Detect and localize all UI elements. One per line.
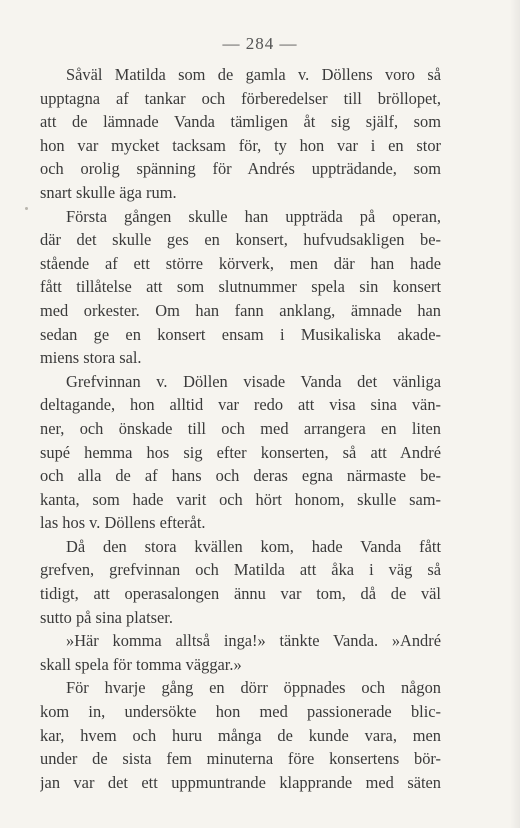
text-line: stående af ett större körverk, men där han hade (40, 253, 441, 273)
text-line: Grefvinnan v. Döllen visade Vanda det vänliga (66, 371, 441, 391)
text-line: och orolig spänning för Andrés uppträdande, som (40, 159, 441, 179)
text-line: med orkester. Om han fann anklang, ämnade han (40, 300, 441, 320)
text-line: Såväl Matilda som de gamla v. Döllens voro så (66, 65, 441, 84)
text-line: supé hemma hos sig efter konserten, så att André (40, 442, 441, 462)
page-number: — 284 — (222, 34, 298, 53)
text-line: grefven, grefvinnan och Matilda att åka i väg så (40, 560, 441, 580)
text-line: under de sista fem minuterna före konsertens bör- (40, 749, 441, 769)
page-edge-shadow (510, 0, 520, 828)
text-line: Första gången skulle han uppträda på operan, (66, 206, 441, 226)
text-line: snart skulle äga rum. (40, 182, 177, 202)
text-line: skall spela för tomma väggar.» (40, 654, 242, 674)
text-line: miens stora sal. (40, 348, 142, 368)
text-line: kom in, undersökte hon med passionerade blic- (40, 702, 441, 722)
text-line: sedan ge en konsert ensam i Musikaliska akade- (40, 324, 441, 344)
text-line: kanta, som hade varit och hört honom, skulle sam- (40, 489, 441, 509)
paper-speck (25, 207, 28, 210)
body-text (40, 63, 441, 794)
text-line: las hos v. Döllens efteråt. (40, 513, 206, 533)
text-line: sutto på sina platser. (40, 607, 173, 627)
text-line: Då den stora kvällen kom, hade Vanda fått (66, 536, 441, 556)
text-line: där det skulle ges en konsert, hufvudsakligen be- (40, 230, 441, 250)
text-line: tidigt, att operasalongen ännu var tom, då de väl (40, 584, 441, 604)
text-line: deltagande, hon alltid var redo att visa sina vän- (40, 395, 441, 415)
text-line: »Här komma alltså inga!» tänkte Vanda. »André (66, 631, 441, 651)
text-line: att de lämnade Vanda tämligen åt sig själf, som (40, 112, 441, 132)
text-line: ner, och önskade till och med arrangera en liten (40, 418, 441, 438)
text-line: kar, hvem och huru många de kunde vara, men (40, 725, 441, 745)
text-line: och alla de af hans och deras egna närmaste be- (40, 466, 441, 486)
text-line: hon var mycket tacksam för, ty hon var i en stor (40, 135, 441, 155)
text-line: upptagna af tankar och förberedelser till bröllopet, (40, 88, 441, 108)
text-line: fått tillåtelse att som slutnummer spela sin konsert (40, 277, 441, 297)
text-line: jan var det ett uppmuntrande klapprande med säten (40, 772, 441, 792)
text-line: För hvarje gång en dörr öppnades och någon (66, 678, 441, 698)
